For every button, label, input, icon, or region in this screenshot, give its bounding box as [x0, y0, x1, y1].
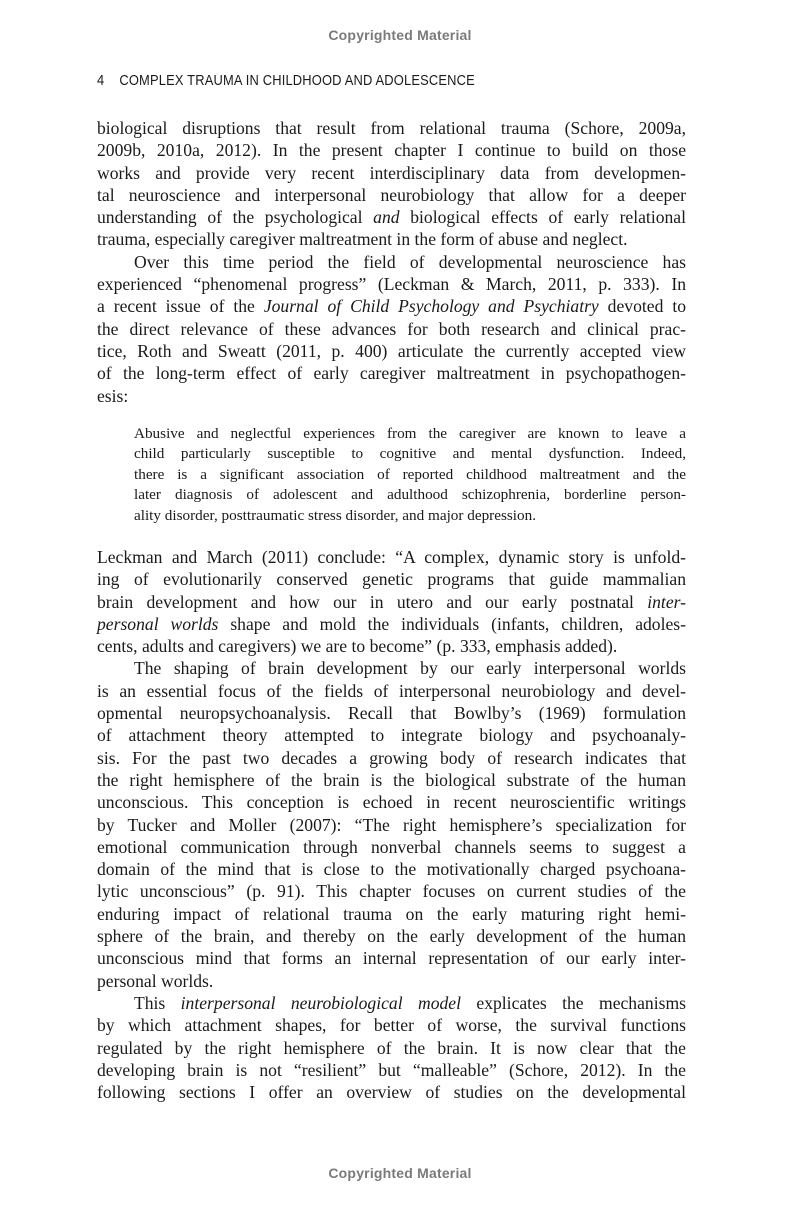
text-line: opmental neuropsychoanalysis. Recall that Bowlby’s (1969) formulation — [97, 703, 686, 724]
text-line: is an essential focus of the fields of interpersonal neurobiology and devel- — [97, 680, 686, 701]
text-line: a recent issue of the Journal of Child Psychology and Psychiatry devoted to — [97, 296, 687, 317]
paragraph-start: Over this time period the field of developmental neuroscience has — [134, 251, 686, 272]
text-line: by which attachment shapes, for better of worse, the survival functions — [97, 1015, 686, 1036]
chapter-title: COMPLEX TRAUMA IN CHILDHOOD AND ADOLESCENCE — [119, 72, 475, 89]
running-head — [97, 72, 475, 89]
quote-line: Abusive and neglectful experiences from the caregiver are known to leave a — [134, 425, 686, 442]
text-line: of the long-term effect of early caregiver maltreatment in psychopathogen- — [97, 363, 686, 384]
emphasis: personal worlds — [97, 613, 219, 634]
text-line: cents, adults and caregivers) we are to become” (p. 333, emphasis added). — [97, 636, 618, 657]
text-line: sis. For the past two decades a growing body of research indicates that — [97, 747, 686, 768]
text-line: domain of the mind that is close to the motivationally charged psychoana- — [97, 859, 686, 880]
text-line: unconscious. This conception is echoed in recent neuroscientific writings — [97, 792, 686, 813]
text-line: personal worlds shape and mold the individuals (infants, children, adoles- — [97, 613, 686, 634]
text-line: ing of evolutionarily conserved genetic programs that guide mammalian — [97, 569, 686, 590]
text-line: experienced “phenomenal progress” (Leckman & March, 2011, p. 333). In — [97, 274, 686, 295]
journal-title: Journal of Child Psychology and Psychiatry — [263, 296, 599, 317]
quote-line: ality disorder, posttraumatic stress disorder, and major depression. — [134, 506, 537, 524]
text-line: tal neuroscience and interpersonal neurobiology that allow for a deeper — [97, 184, 686, 205]
text-line: brain development and how our in utero and our early postnatal inter- — [97, 591, 686, 612]
text-line: by Tucker and Moller (2007): “The right hemisphere’s specialization for — [97, 814, 686, 835]
text-line: developing brain is not “resilient” but “malleable” (Schore, 2012). In the — [97, 1059, 686, 1080]
text-line: lytic unconscious” (p. 91). This chapter focuses on current studies of the — [97, 881, 686, 902]
text-line: personal worlds. — [97, 970, 214, 991]
text-line: 2009b, 2010a, 2012). In the present chapter I continue to build on those — [97, 140, 686, 161]
text-line: biological disruptions that result from relational trauma (Schore, 2009a, — [97, 118, 686, 138]
text-line: of attachment theory attempted to integrate biology and psychoanaly- — [97, 725, 686, 746]
quote-line: later diagnosis of adolescent and adulthood schizophrenia, borderline person- — [134, 486, 686, 504]
copyright-watermark-bottom: Copyrighted Material — [328, 1165, 472, 1181]
text-line: understanding of the psychological and biological effects of early relational — [97, 207, 686, 228]
text-line: enduring impact of relational trauma on the early maturing right hemi- — [97, 903, 686, 924]
text-line: emotional communication through nonverbal channels seems to suggest a — [97, 836, 686, 857]
quote-line: child particularly susceptible to cognitive and mental dysfunction. Indeed, — [134, 445, 686, 463]
emphasis: inter- — [647, 591, 686, 612]
text-line: trauma, especially caregiver maltreatment in the form of abuse and neglect. — [97, 229, 628, 250]
text-line: unconscious mind that forms an internal representation of our early inter- — [97, 948, 686, 969]
text-line: the direct relevance of these advances for both research and clinical prac- — [97, 318, 686, 339]
emphasis: and — [373, 207, 400, 228]
body-text-block-2 — [97, 546, 686, 1103]
text-line: esis: — [97, 385, 129, 406]
text-line: sphere of the brain, and thereby on the early development of the human — [97, 926, 686, 947]
text-line: the right hemisphere of the brain is the biological substrate of the human — [97, 769, 686, 790]
page-number: 4 — [97, 72, 105, 89]
block-quote — [134, 424, 686, 526]
text-line: Leckman and March (2011) conclude: “A complex, dynamic story is unfold- — [97, 547, 686, 567]
copyright-watermark-top: Copyrighted Material — [328, 27, 472, 43]
paragraph-start: The shaping of brain development by our early interpersonal worlds — [134, 658, 686, 679]
text-line: regulated by the right hemisphere of the brain. It is now clear that the — [97, 1037, 686, 1058]
text-line: tice, Roth and Sweatt (2011, p. 400) articulate the currently accepted view — [97, 340, 686, 361]
paragraph-start: This interpersonal neurobiological model explicates the mechanisms — [134, 992, 686, 1013]
text-line: following sections I offer an overview of studies on the developmental — [97, 1082, 686, 1103]
quote-line: there is a significant association of reported childhood maltreatment and the — [134, 465, 686, 483]
emphasis: interpersonal neurobiological model — [180, 992, 461, 1013]
text-line: works and provide very recent interdisciplinary data from developmen- — [97, 162, 686, 183]
body-text-block-1 — [97, 117, 686, 407]
